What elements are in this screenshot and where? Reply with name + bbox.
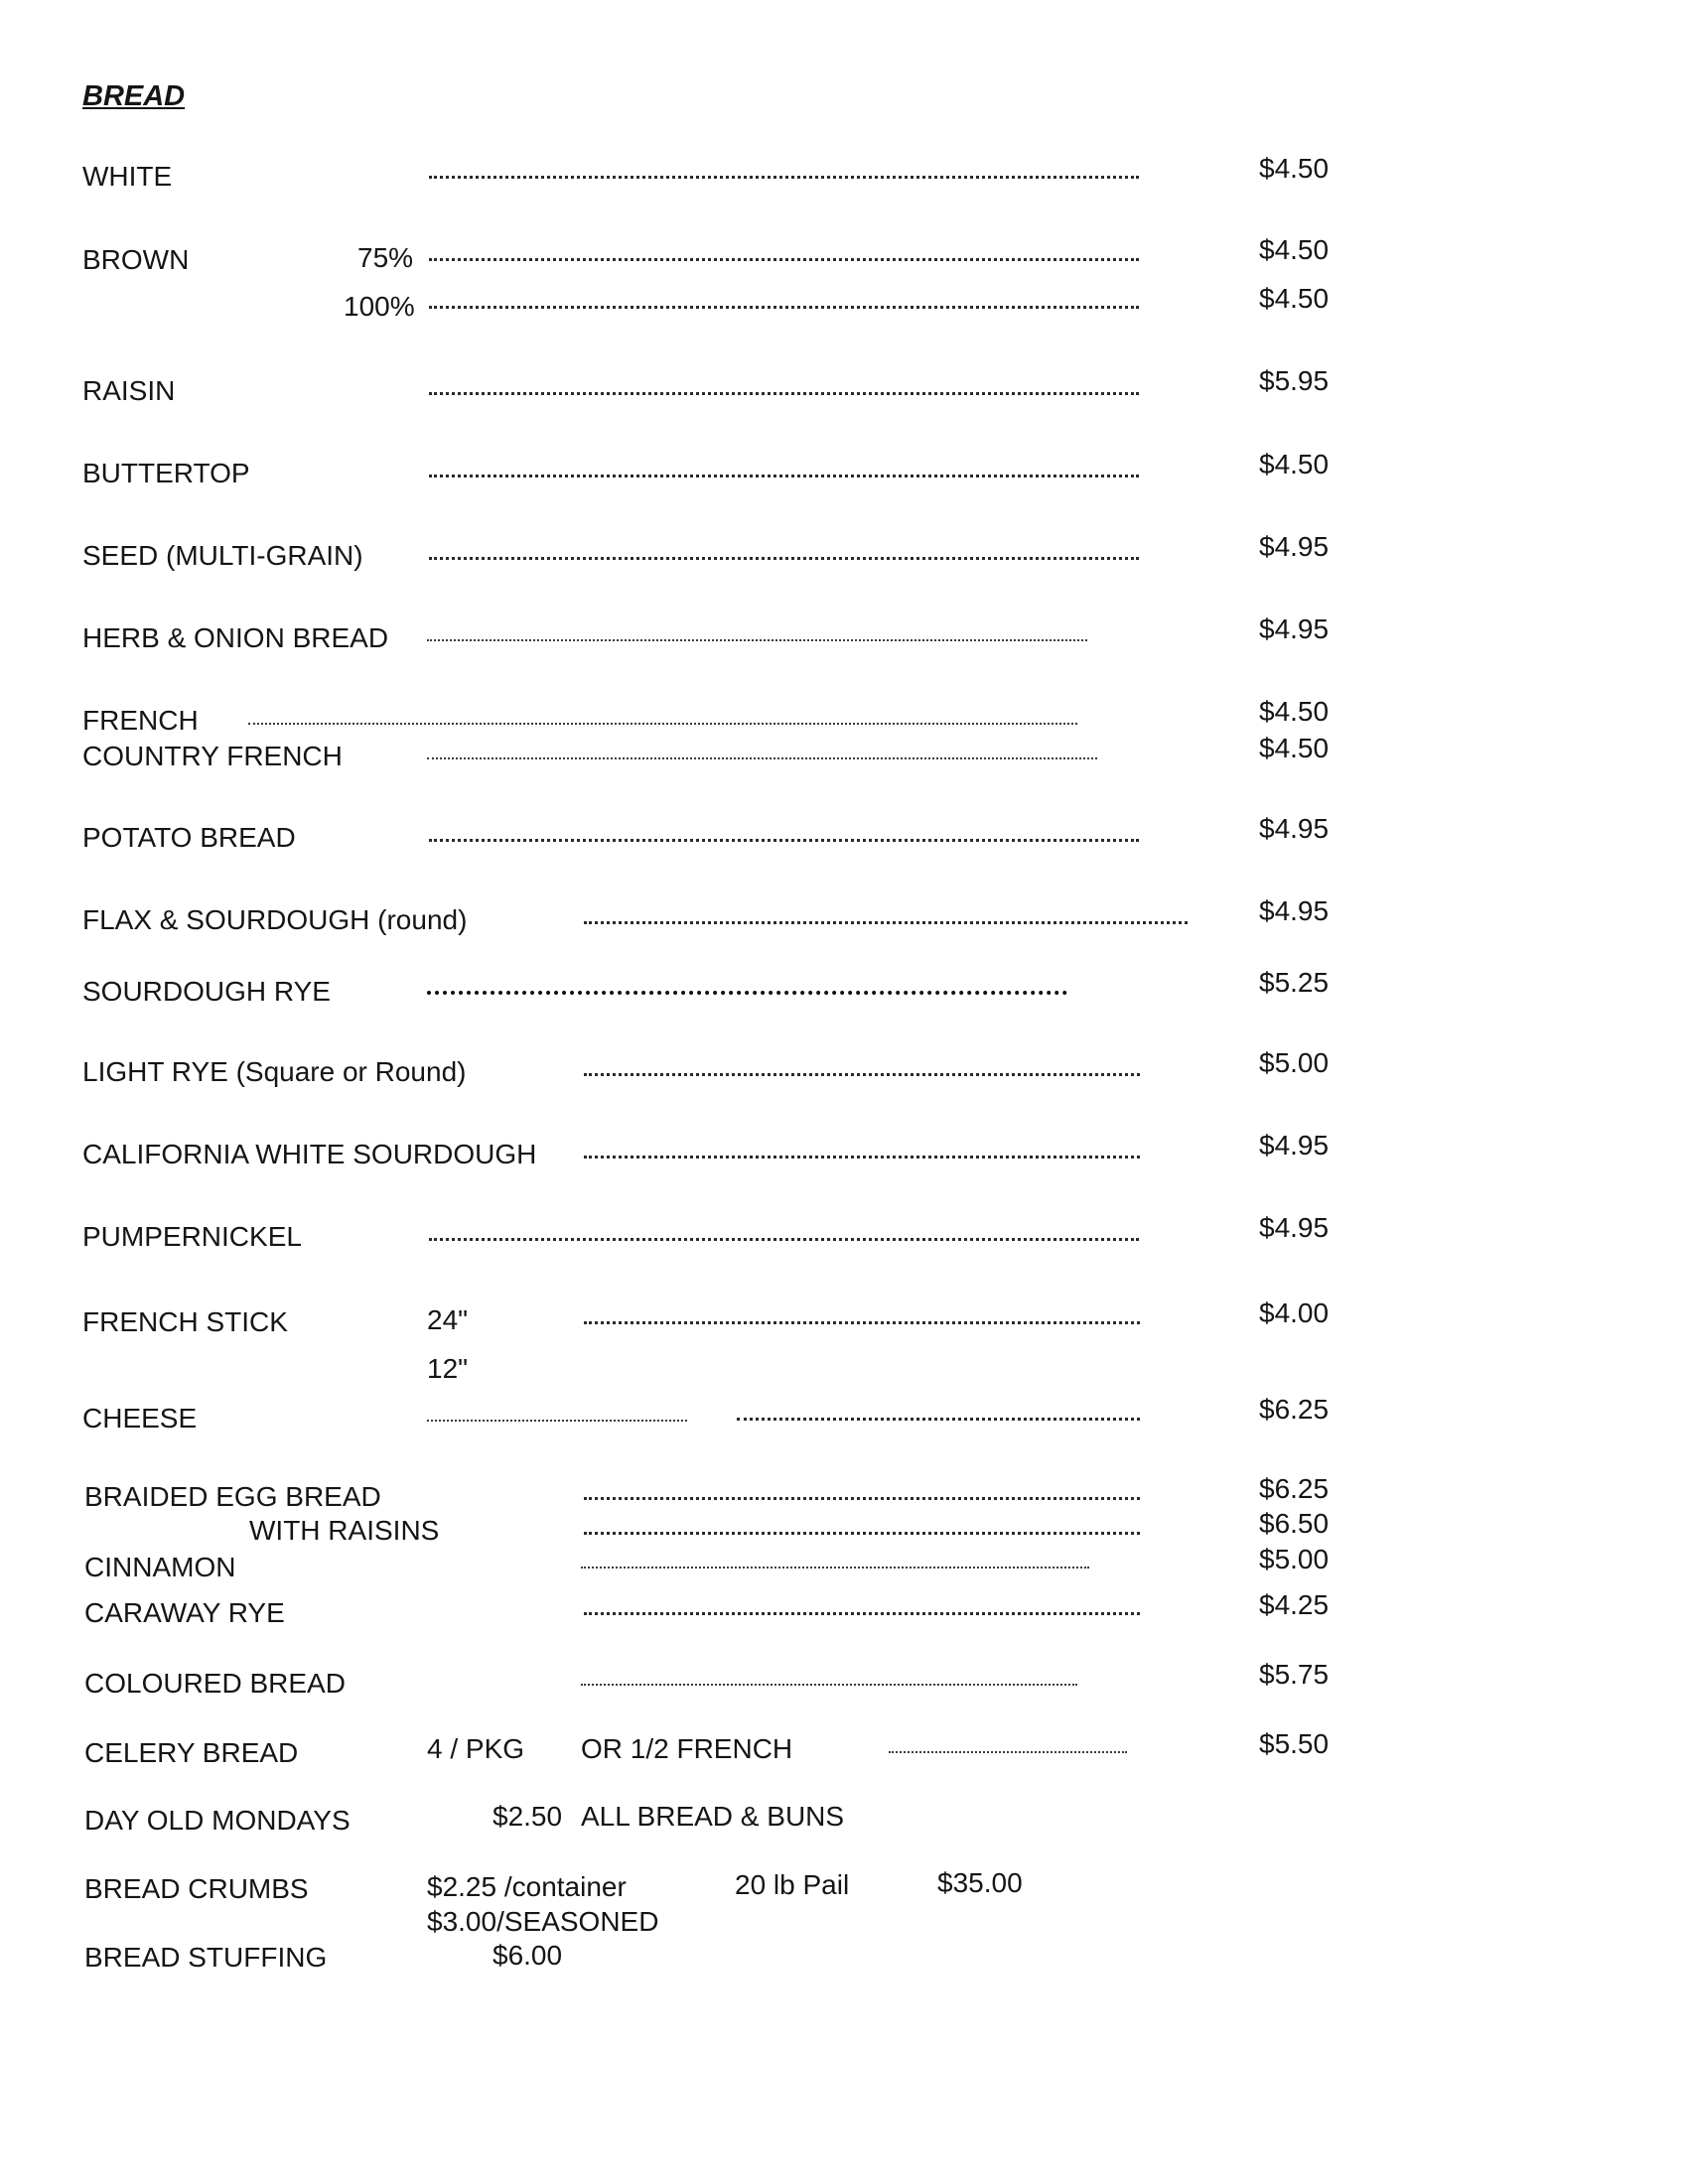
item-note-day-old: ALL BREAD & BUNS xyxy=(581,1801,845,1832)
item-price-buttertop: $4.50 xyxy=(1259,449,1330,479)
item-price-cheese: $6.25 xyxy=(1259,1394,1330,1425)
item-price-light-rye: $5.00 xyxy=(1259,1047,1330,1078)
leader-dots xyxy=(584,1073,1140,1076)
leader-dots xyxy=(429,176,1139,179)
item-price-potato: $4.95 xyxy=(1259,813,1330,844)
item-price-crumbs-seasoned: $3.00/SEASONED xyxy=(427,1906,659,1937)
item-name-braided-egg: BRAIDED EGG BREAD xyxy=(84,1481,381,1512)
item-name-raisin: RAISIN xyxy=(82,375,176,406)
item-price-white: $4.50 xyxy=(1259,153,1330,184)
item-name-with-raisins: WITH RAISINS xyxy=(249,1515,440,1546)
leader-dots xyxy=(584,1156,1140,1159)
item-price-crumbs-pail: $35.00 xyxy=(937,1867,1023,1898)
item-name-brown: BROWN xyxy=(82,244,190,275)
item-price-cinnamon: $5.00 xyxy=(1259,1544,1330,1574)
item-name-white: WHITE xyxy=(82,161,173,192)
item-name-seed: SEED (MULTI-GRAIN) xyxy=(82,540,363,571)
item-name-potato: POTATO BREAD xyxy=(82,822,296,853)
leader-dots xyxy=(427,991,1067,995)
section-heading: BREAD xyxy=(82,80,186,112)
leader-dots xyxy=(889,1751,1127,1753)
leader-dots xyxy=(737,1418,1140,1421)
leader-dots xyxy=(429,475,1139,478)
item-price-country-french: $4.50 xyxy=(1259,733,1330,763)
item-price-bread-stuffing: $6.00 xyxy=(492,1940,563,1971)
item-name-celery-bread: CELERY BREAD xyxy=(84,1737,299,1768)
item-price-braided-egg: $6.25 xyxy=(1259,1473,1330,1504)
leader-dots xyxy=(429,1238,1139,1241)
item-price-brown-100: $4.50 xyxy=(1259,283,1330,314)
item-price-coloured-bread: $5.75 xyxy=(1259,1659,1330,1690)
item-option-75: 75% xyxy=(357,242,414,273)
item-size-24: 24" xyxy=(427,1304,469,1335)
item-name-pumpernickel: PUMPERNICKEL xyxy=(82,1221,302,1252)
item-price-celery-bread: $5.50 xyxy=(1259,1728,1330,1759)
item-price-seed: $4.95 xyxy=(1259,531,1330,562)
item-name-day-old: DAY OLD MONDAYS xyxy=(84,1805,351,1836)
leader-dots xyxy=(584,1497,1140,1500)
item-name-light-rye: LIGHT RYE (Square or Round) xyxy=(82,1056,467,1087)
leader-dots xyxy=(429,557,1139,560)
item-price-day-old: $2.50 xyxy=(492,1801,563,1832)
leader-dots xyxy=(581,1684,1077,1686)
item-price-with-raisins: $6.50 xyxy=(1259,1508,1330,1539)
leader-dots xyxy=(427,757,1097,759)
item-name-cinnamon: CINNAMON xyxy=(84,1552,236,1582)
leader-dots xyxy=(429,258,1139,261)
item-name-bread-crumbs: BREAD CRUMBS xyxy=(84,1873,309,1904)
item-price-sourdough-rye: $5.25 xyxy=(1259,967,1330,998)
item-name-french-stick: FRENCH STICK xyxy=(82,1306,288,1337)
item-price-brown-75: $4.50 xyxy=(1259,234,1330,265)
item-price-crumbs-container: $2.25 /container xyxy=(427,1871,627,1902)
leader-dots xyxy=(427,1420,687,1422)
item-size-12: 12" xyxy=(427,1353,469,1384)
item-qty-celery: 4 / PKG xyxy=(427,1733,525,1764)
leader-dots xyxy=(429,306,1139,309)
item-price-pumpernickel: $4.95 xyxy=(1259,1212,1330,1243)
leader-dots xyxy=(584,921,1188,924)
item-name-cheese: CHEESE xyxy=(82,1403,198,1433)
leader-dots xyxy=(248,723,1077,725)
item-price-herb-onion: $4.95 xyxy=(1259,614,1330,644)
item-name-coloured-bread: COLOURED BREAD xyxy=(84,1668,346,1699)
leader-dots xyxy=(427,639,1087,641)
item-name-herb-onion: HERB & ONION BREAD xyxy=(82,622,389,653)
item-price-raisin: $5.95 xyxy=(1259,365,1330,396)
item-price-flax-sourdough: $4.95 xyxy=(1259,895,1330,926)
leader-dots xyxy=(581,1567,1089,1569)
leader-dots xyxy=(584,1532,1140,1535)
item-price-french-stick: $4.00 xyxy=(1259,1297,1330,1328)
item-name-buttertop: BUTTERTOP xyxy=(82,458,250,488)
item-option-100: 100% xyxy=(344,291,415,322)
item-pail-crumbs: 20 lb Pail xyxy=(735,1869,850,1900)
item-name-french: FRENCH xyxy=(82,705,199,736)
item-alt-celery: OR 1/2 FRENCH xyxy=(581,1733,793,1764)
item-name-caraway-rye: CARAWAY RYE xyxy=(84,1597,285,1628)
leader-dots xyxy=(429,392,1139,395)
item-name-sourdough-rye: SOURDOUGH RYE xyxy=(82,976,331,1007)
item-name-flax-sourdough: FLAX & SOURDOUGH (round) xyxy=(82,904,468,935)
item-price-caraway-rye: $4.25 xyxy=(1259,1589,1330,1620)
item-price-french: $4.50 xyxy=(1259,696,1330,727)
leader-dots xyxy=(584,1612,1140,1615)
item-price-california-sourdough: $4.95 xyxy=(1259,1130,1330,1160)
item-name-country-french: COUNTRY FRENCH xyxy=(82,741,343,771)
leader-dots xyxy=(584,1321,1140,1324)
leader-dots xyxy=(429,839,1139,842)
item-name-california-sourdough: CALIFORNIA WHITE SOURDOUGH xyxy=(82,1139,537,1169)
item-name-bread-stuffing: BREAD STUFFING xyxy=(84,1942,328,1973)
